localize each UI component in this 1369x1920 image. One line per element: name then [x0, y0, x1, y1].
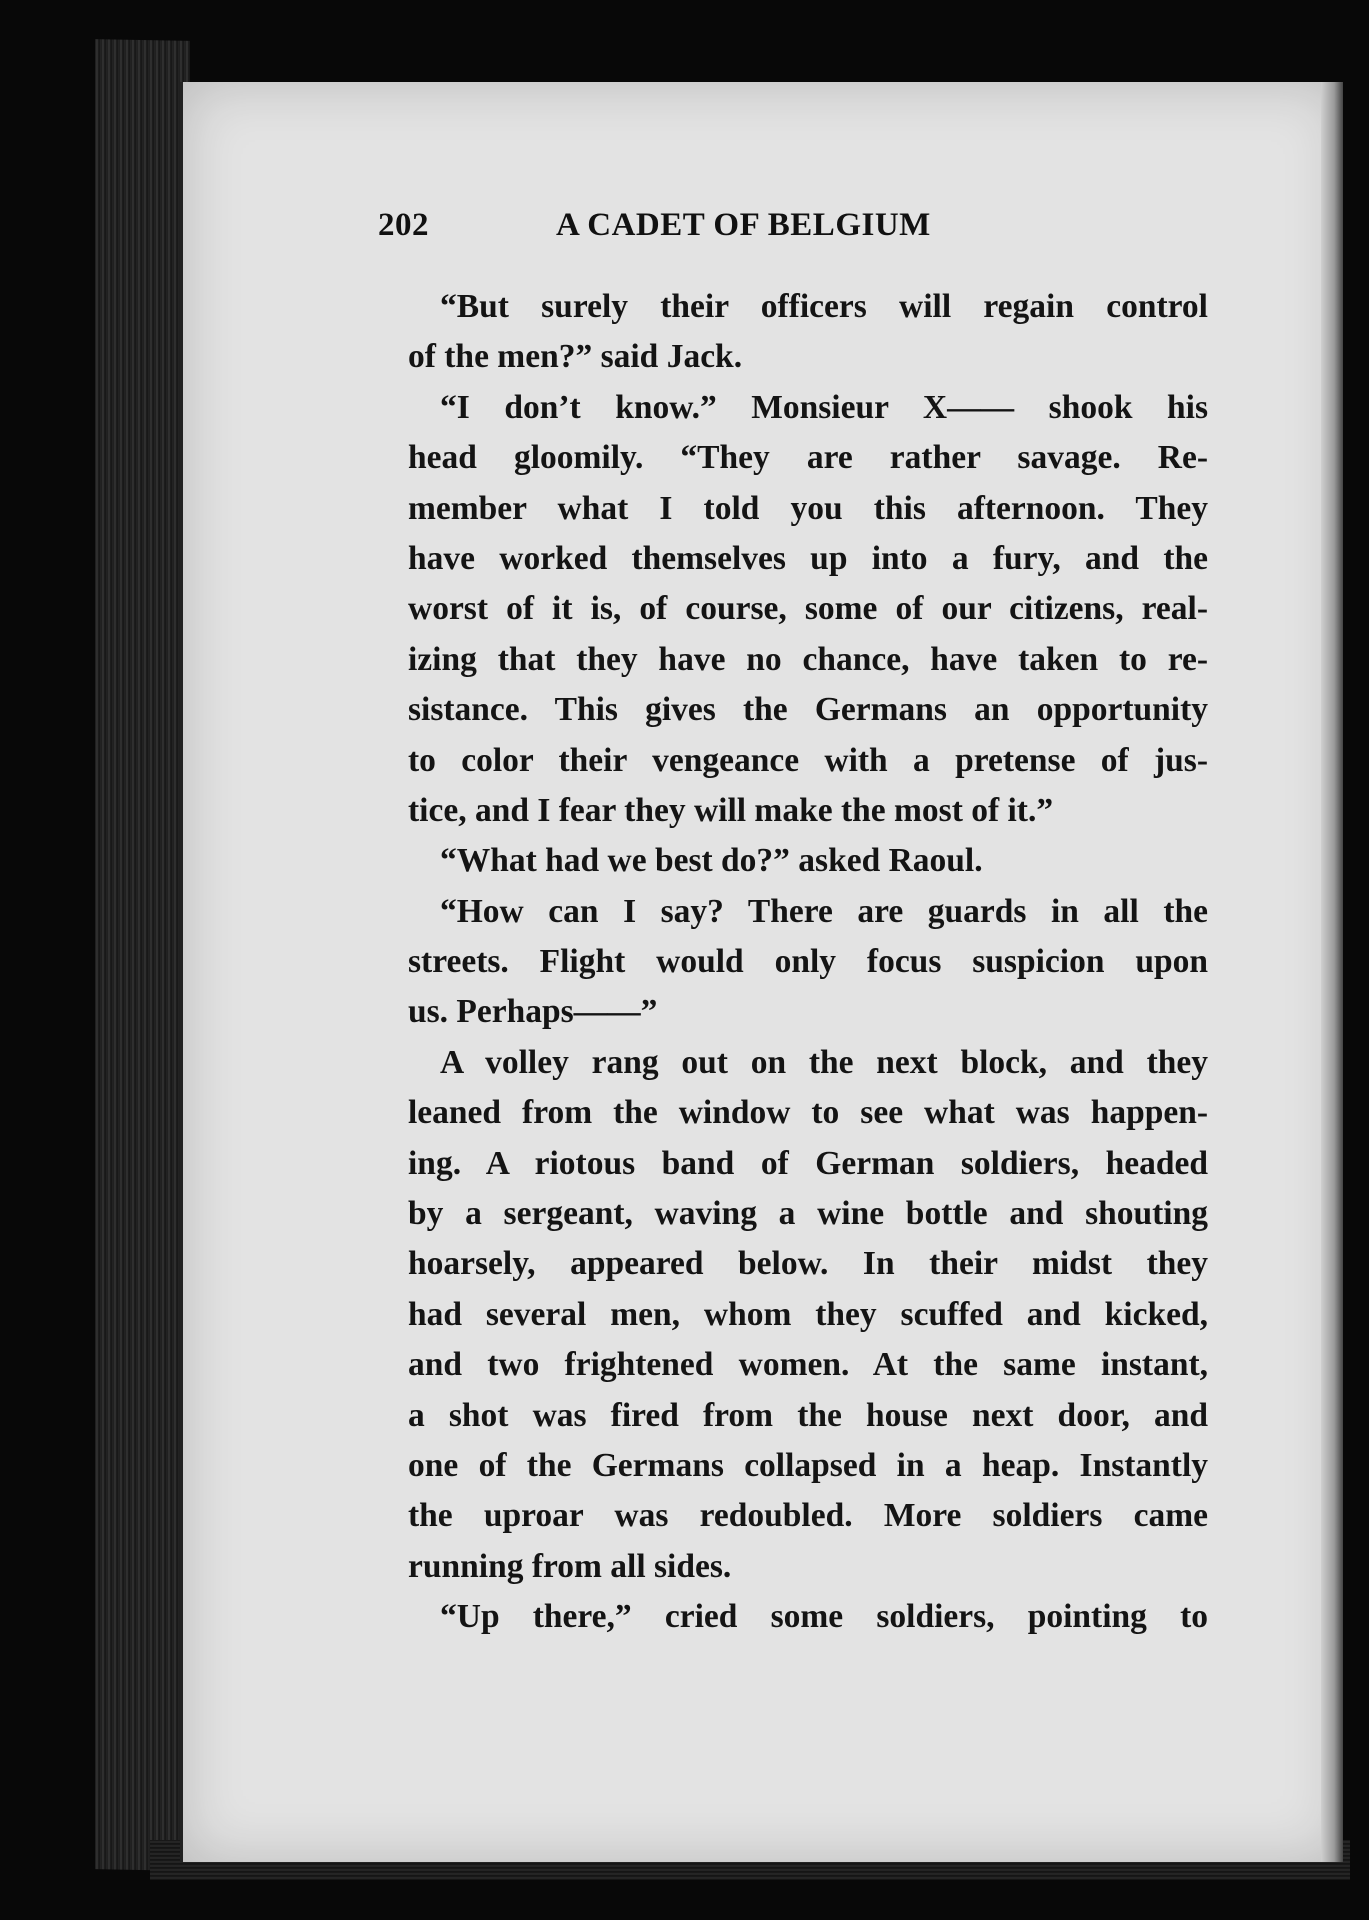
paragraph	[376, 836, 1208, 886]
text-line: A volley rang out on the next block, and they	[440, 1043, 1208, 1081]
text-line: “How can I say? There are guards in all the	[440, 892, 1208, 930]
paragraph	[376, 1592, 1208, 1642]
text-line: by a sergeant, waving a wine bottle and shouting	[408, 1195, 1208, 1233]
text-line: “Up there,” cried some soldiers, pointing to	[440, 1598, 1208, 1636]
body-text	[376, 282, 1208, 1643]
text-line: hoarsely, appeared below. In their midst they	[408, 1245, 1208, 1283]
page-number: 202	[378, 207, 429, 243]
text-line: have worked themselves up into a fury, and the	[408, 539, 1208, 577]
text-line: member what I told you this afternoon. They	[408, 489, 1208, 527]
text-line: “I don’t know.” Monsieur X—— shook his	[440, 388, 1208, 426]
text-line: and two frightened women. At the same instant,	[408, 1346, 1208, 1384]
text-line: had several men, whom they scuffed and kicked,	[408, 1295, 1208, 1333]
text-line: “But surely their officers will regain control	[440, 288, 1208, 325]
text-line: one of the Germans collapsed in a heap. Instantly	[408, 1446, 1208, 1484]
text-line: “What had we best do?” asked Raoul.	[440, 842, 983, 880]
text-line: worst of it is, of course, some of our citizens, real-	[408, 590, 1208, 628]
text-line: leaned from the window to see what was happen-	[408, 1094, 1208, 1132]
text-line: head gloomily. “They are rather savage. Re-	[408, 439, 1208, 477]
text-line: the uproar was redoubled. More soldiers came	[408, 1497, 1208, 1535]
paragraph	[376, 887, 1208, 1038]
text-line: sistance. This gives the Germans an opportunity	[408, 691, 1208, 729]
text-line: ing. A riotous band of German soldiers, headed	[408, 1144, 1208, 1182]
text-line: of the men?” said Jack.	[408, 338, 743, 376]
book-page-edges-left	[95, 39, 190, 1871]
text-line: izing that they have no chance, have taken to re-	[408, 640, 1208, 678]
page-gutter-shadow	[1321, 82, 1343, 1862]
paragraph	[376, 383, 1208, 837]
paragraph	[376, 282, 1208, 383]
paragraph	[376, 1038, 1208, 1592]
text-line: running from all sides.	[408, 1547, 732, 1585]
running-title: A CADET OF BELGIUM	[556, 207, 931, 243]
text-line: us. Perhaps——”	[408, 993, 658, 1031]
text-line: streets. Flight would only focus suspicion upon	[408, 943, 1208, 981]
text-line: tice, and I fear they will make the most of it.”	[408, 791, 1054, 829]
book-page	[180, 82, 1343, 1862]
text-line: to color their vengeance with a pretense of jus-	[408, 741, 1208, 779]
text-line: a shot was fired from the house next door, and	[408, 1396, 1208, 1434]
